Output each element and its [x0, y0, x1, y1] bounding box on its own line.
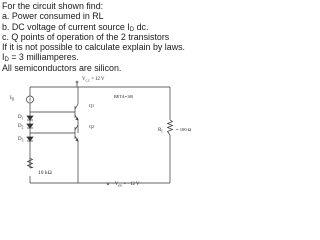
diode-d2-symbol [27, 124, 33, 128]
diode-d3-symbol [27, 137, 33, 141]
load-resistor-symbol [168, 120, 173, 135]
vee-terminal [107, 183, 109, 185]
vcc-label: $V_{CC} = 12$ V [82, 77, 105, 83]
diode-d2-label: $D_2$ [18, 124, 24, 130]
diode-d1-symbol [27, 116, 33, 120]
transistor-q2-symbol [75, 125, 78, 141]
circuit-diagram [0, 0, 200, 187]
transistor-q2-label: Q2 [89, 124, 95, 129]
transistor-q1-symbol [75, 104, 78, 120]
current-source-label: $I_D$ [10, 96, 15, 102]
transistor-q1-label: Q1 [89, 103, 95, 108]
part-b-prefix: b. DC voltage of current source I [2, 21, 130, 32]
given-subscript: D [4, 57, 9, 64]
part-c-line1: c. Q points of operation of the 2 transistors [2, 31, 170, 42]
diode-d3-label: $D_3$ [18, 137, 24, 143]
given-suffix: = 3 milliamperes. [8, 52, 79, 63]
load-resistor-value: = 100 Ω [176, 127, 192, 132]
part-a: a. Power consumed in RL [2, 11, 104, 22]
part-c-line2: If it is not possible to calculate explain by laws. [2, 42, 186, 53]
resistor-10k-label: 10 kΩ [38, 170, 52, 176]
given-prefix: I [2, 52, 5, 63]
diode-d1-label: $D_1$ [18, 115, 24, 121]
part-b-suffix: dc. [134, 21, 149, 32]
load-resistor-label: $R_L$ [158, 128, 164, 134]
problem-heading: For the circuit shown find: [2, 1, 104, 11]
silicon-note: All semiconductors are silicon. [2, 62, 122, 73]
part-b-subscript: D [129, 26, 135, 33]
current-source-symbol [27, 96, 34, 103]
vee-label: $-V_{EE} = -12$ V [112, 182, 140, 187]
vcc-terminal [76, 81, 78, 83]
beta-label: BETA=100 [114, 94, 134, 99]
